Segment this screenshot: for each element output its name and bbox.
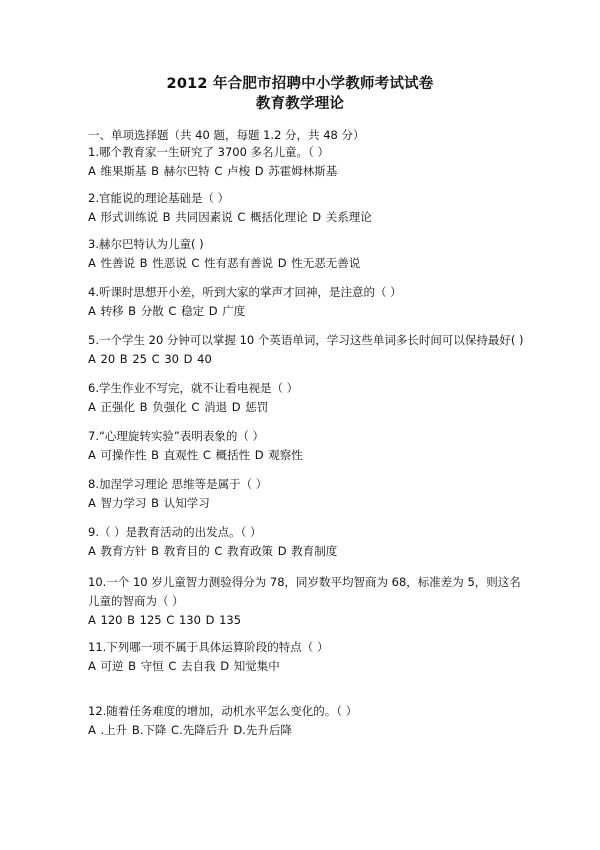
- question-options: A 可逆 B 守恒 C 去自我 D 知觉集中: [88, 659, 280, 673]
- question-options: A 可操作性 B 直观性 C 概括性 D 观察性: [88, 448, 303, 462]
- question-2: [88, 189, 528, 227]
- question-1: [88, 143, 528, 181]
- question-text: 1.哪个教育家一生研究了 3700 多名儿童。（ ）: [88, 145, 329, 159]
- question-text-continued: 儿童的智商为（ ）: [88, 594, 184, 608]
- question-4: [88, 283, 528, 321]
- question-9: [88, 523, 528, 561]
- question-text: 2.官能说的理论基础是（ ）: [88, 191, 230, 205]
- question-options: A 形式训练说 B 共同因素说 C 概括化理论 D 关系理论: [88, 210, 372, 224]
- question-5: [88, 331, 528, 369]
- question-options: A 转移 B 分散 C 稳定 D 广度: [88, 304, 246, 318]
- question-8: [88, 475, 528, 513]
- question-10: [88, 573, 528, 630]
- question-12: [88, 702, 528, 740]
- question-text: 7.“心理旋转实验”表明表象的（ ）: [88, 429, 265, 443]
- question-6: [88, 379, 528, 417]
- question-options: A 教育方针 B 教育目的 C 教育政策 D 教育制度: [88, 544, 338, 558]
- question-text: 10.一个 10 岁儿童智力测验得分为 78，同岁数平均智商为 68，标准差为 5，则这名: [88, 575, 521, 589]
- question-text: 3.赫尔巴特认为儿童( ): [88, 237, 204, 251]
- question-text: 11.下列哪一项不属于具体运算阶段的特点（ ）: [88, 640, 329, 654]
- question-options: A 20 B 25 C 30 D 40: [88, 352, 212, 366]
- section-heading: 一、单项选择题（共 40 题，每题 1.2 分，共 48 分）: [88, 128, 365, 142]
- question-text: 9.（ ）是教育活动的出发点。（ ）: [88, 525, 262, 539]
- question-text: 12.随着任务难度的增加，动机水平怎么变化的。（ ）: [88, 704, 358, 718]
- question-text: 5.一个学生 20 分钟可以掌握 10 个英语单词，学习这些单词多长时间可以保持最好( ): [88, 333, 524, 347]
- question-3: [88, 235, 528, 273]
- question-text: 4.听课时思想开小差，听到大家的掌声才回神，是注意的（ ）: [88, 285, 402, 299]
- exam-title: 2012 年合肥市招聘中小学教师考试试卷: [166, 76, 434, 92]
- exam-subtitle: 教育教学理论: [255, 96, 345, 112]
- question-options: A 智力学习 B 认知学习: [88, 496, 210, 510]
- question-7: [88, 427, 528, 465]
- question-options: A 性善说 B 性恶说 C 性有恶有善说 D 性无恶无善说: [88, 256, 361, 270]
- question-options: A 维果斯基 B 赫尔巴特 C 卢梭 D 苏霍姆林斯基: [88, 164, 338, 178]
- question-text: 6.学生作业不写完，就不让看电视是（ ）: [88, 381, 299, 395]
- question-options: A .上升 B.下降 C.先降后升 D.先升后降: [88, 723, 292, 737]
- question-options: A 120 B 125 C 130 D 135: [88, 613, 242, 627]
- question-text: 8.加涅学习理论 思维等是属于（ ）: [88, 477, 268, 491]
- question-options: A 正强化 B 负强化 C 消退 D 惩罚: [88, 400, 269, 414]
- question-11: [88, 638, 528, 676]
